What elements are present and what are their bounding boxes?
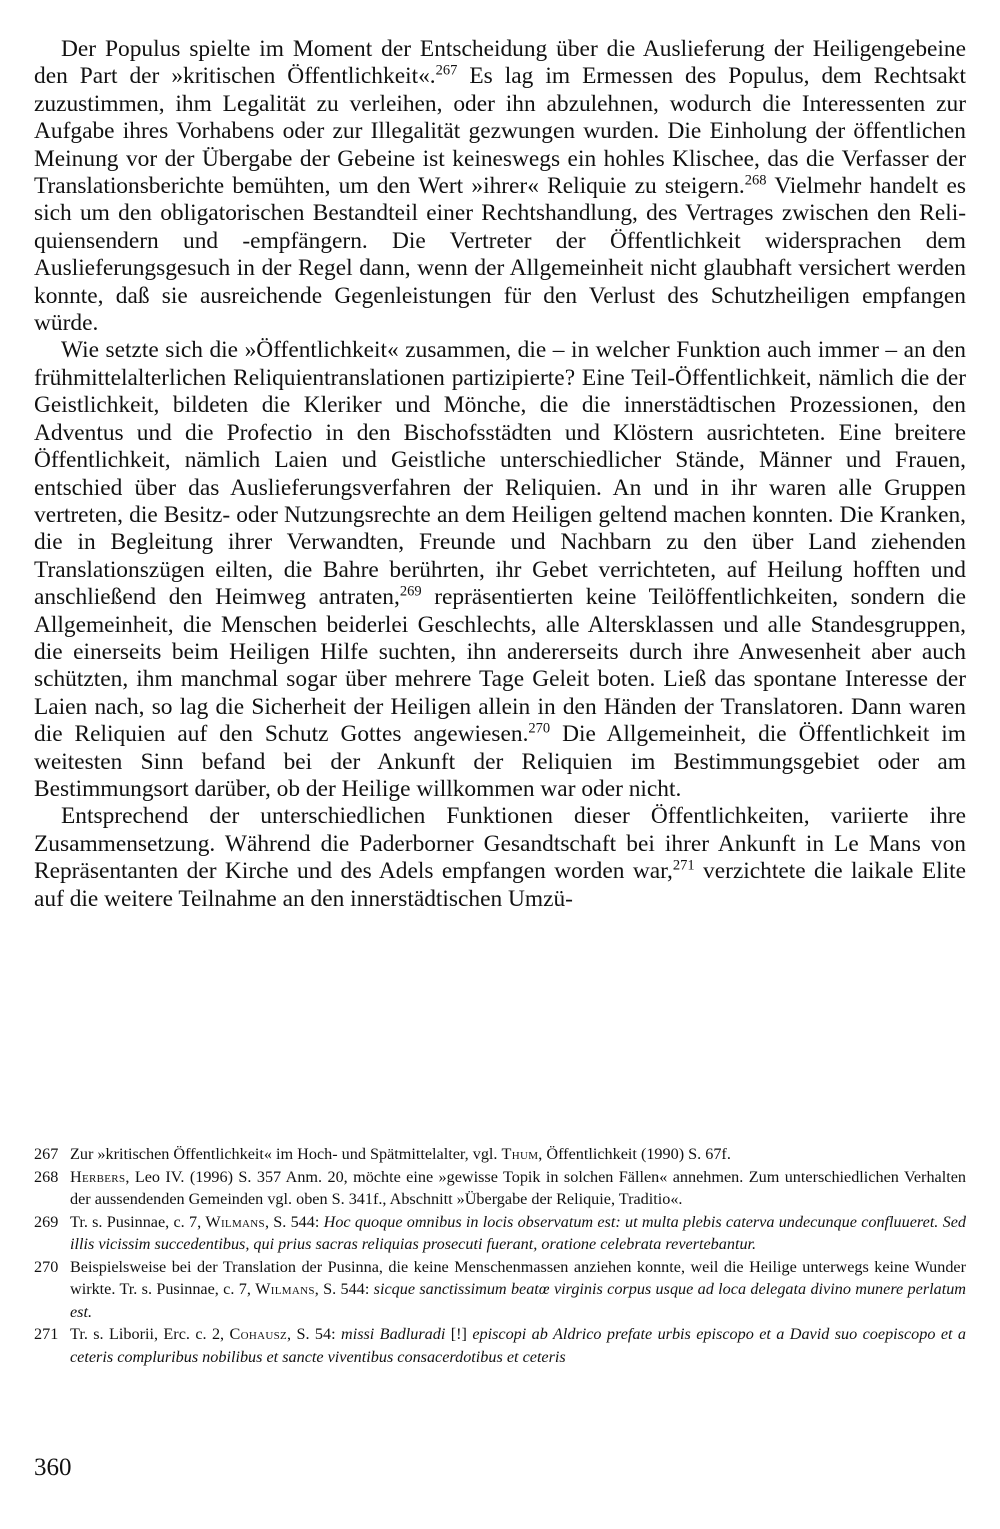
author-name: Herbers	[70, 1167, 126, 1186]
paragraph	[34, 803, 966, 913]
page-number: 360	[34, 1454, 72, 1481]
text-run: Die Allgemeinheit, die Öffentlichkeit im weitesten Sinn befand bei der Ankunft der Reliquien im Bestimmungsgebiet oder am Bestimmungsort darüber, ob der Heilige willkommen war oder nicht.	[34, 721, 966, 802]
text-run: [!]	[445, 1325, 473, 1343]
author-name: Cohausz	[229, 1325, 288, 1343]
author-name: Thum	[501, 1145, 539, 1163]
text-run: Beispielsweise bei der Translation der Pusinna, die keine Menschenmassen anziehen konnte, weil die Heilige unterwegs keine Wunder wirkte. Tr. s. Pusinnae, c. 7,	[70, 1257, 966, 1298]
author-name: Wilmans	[205, 1212, 265, 1231]
footnote-number: 269	[34, 1212, 59, 1231]
latin-quote: Hoc quoque omnibus in locis observatum est: ut multa plebis caterva undecunque confluueret. Sed illis vicissim succedentibus, qui prius sacras reliquias prosecuti fuerant, oratione celebrata revertebantur.	[70, 1212, 966, 1253]
paragraph	[34, 36, 966, 337]
latin-quote: sicque sanctissimum beatœ virginis corpus usque ad loca delegata divino munere perlatum est.	[70, 1280, 966, 1321]
footnote-reference: 268	[744, 172, 767, 189]
text-run: , Öffentlichkeit (1990) S. 67f.	[538, 1145, 731, 1163]
footnote-number: 270	[34, 1257, 59, 1276]
text-run: Entsprechend der unterschiedlichen Funktionen dieser Öffentlichkeiten, variierte ihre Zusammensetzung. Während die Paderborner Gesandtschaft bei ihrer Ankunft in Le Mans von Repräsentanten der Kirche und des Adels empfangen worden war,	[34, 803, 966, 885]
text-run: , S. 54:	[287, 1325, 341, 1343]
footnote-text	[70, 1258, 966, 1321]
footnote-number: 268	[34, 1167, 59, 1186]
text-run: , S. 544:	[264, 1212, 324, 1231]
text-run: Tr. s. Pusinnae, c. 7,	[70, 1212, 206, 1231]
text-run: verzichtete die laikale Elite auf die weitere Teilnahme an den innerstädtischen Umzü-	[34, 858, 966, 912]
footnote	[34, 1323, 966, 1368]
text-run: Wie setzte sich die »Öffentlichkeit« zusammen, die – in welcher Funktion auch immer – an den frühmittelalterlichen Reliquientranslationen partizipierte? Eine Teil-Öffentlichkeit, nämlich die der Geistlichkeit, bildeten die Kleriker und Mönche, die die innerstädtischen Prozessionen, den Adventus und die Profectio in den Bischofsstädten und Klöstern ausrichteten. Eine breitere Öffentlichkeit, nämlich Laien und Geistliche unterschiedlicher Stände, Männer und Frauen, entschied über das Auslieferungsverfahren der Reliquien. An und in ihr waren alle Gruppen vertreten, die Besitz- oder Nutzungsrechte an dem Heiligen geltend machen konnten. Die Kranken, die in Begleitung ihrer Verwandten, Freunde und Nachbarn zu den über Land ziehenden Translationszügen eilten, die Bahre berührten, ihr Gebet verrichteten, auf Heilung hofften und anschließend den Heimweg antraten,	[34, 337, 966, 611]
text-run: , S. 544:	[314, 1280, 374, 1298]
footnote-reference: 270	[528, 720, 551, 737]
latin-quote: missi Badluradi	[341, 1325, 446, 1343]
footnote-reference: 271	[672, 857, 695, 874]
footnote-text	[70, 1168, 966, 1209]
footnote-reference: 269	[399, 583, 422, 600]
latin-quote: episcopi ab Aldrico prefate urbis episcopo et a David suo coepiscopo et a ceteris compluribus nobilibus et sancte viventibus consacerdotibus et ceteris	[70, 1325, 967, 1366]
text-run: Tr. s. Liborii, Erc. c. 2,	[70, 1325, 230, 1343]
footnotes-section	[34, 1143, 966, 1368]
footnote	[34, 1166, 966, 1211]
text-run: Der Populus spielte im Moment der Entscheidung über die Auslieferung der Heiligengebeine den Part der »kritischen Öffentlichkeit«.	[34, 36, 966, 90]
footnote	[34, 1256, 966, 1324]
footnote	[34, 1143, 966, 1166]
author-name: Wilmans	[255, 1280, 315, 1298]
footnote	[34, 1211, 966, 1256]
text-run: Zur »kritischen Öffentlichkeit« im Hoch- und Spätmittelalter, vgl.	[70, 1145, 502, 1163]
footnote-text	[70, 1325, 966, 1366]
footnote-number: 267	[34, 1145, 59, 1163]
text-run: repräsentierten keine Teilöffentlichkeiten, sondern die Allgemeinheit, die Menschen beiderlei Geschlechts, alle Altersklassen und alle Standesgruppen, die einerseits beim Heiligen Hilfe suchten, ihn andererseits durch ihre Anwesenheit aber auch schützten, ihm manchmal sogar über mehrere Tage Geleit boten. Ließ das spontane Interesse der Laien nach, so lag die Sicherheit der Heiligen allein in den Händen der Translatoren. Dann waren die Reliquien auf den Schutz Gottes angewiesen.	[34, 584, 966, 748]
footnote-number: 271	[34, 1325, 59, 1343]
footnote-text	[70, 1213, 966, 1254]
footnote-text	[70, 1145, 731, 1163]
main-text	[34, 36, 966, 913]
footnote-reference: 267	[435, 62, 458, 79]
text-run: , Leo IV. (1996) S. 357 Anm. 20, möchte eine »gewisse Topik in solchen Fällen« annehmen. Zum unterschiedlichen Verhalten der aussendenden Gemeinden vgl. oben S. 341f., Abschnitt »Übergabe der Reliquie, Traditio«.	[70, 1167, 966, 1208]
text-run: Vielmehr handelt es sich um den obligatorischen Bestandteil einer Rechtshandlung, des Vertrages zwischen den Reliquiensendern und -empfängern. Die Vertreter der Öffentlichkeit widersprachen dem Auslieferungsgesuch in der Regel dann, wenn der Allgemeinheit nicht glaubhaft versichert werden konnte, daß sie ausreichende Gegenleistungen für den Verlust des Schutzheiligen empfangen würde.	[34, 173, 966, 337]
paragraph	[34, 337, 966, 803]
text-run: Es lag im Ermessen des Populus, dem Rechtsakt zuzustimmen, ihm Legalität zu verleihen, oder ihn abzulehnen, wodurch die Interessenten zur Aufgabe ihres Vorhabens oder zur Illegalität gezwungen wurden. Die Einholung der öffentlichen Meinung vor der Übergabe der Gebeine ist keineswegs ein hohles Klischee, das die Verfasser der Translationsberichte bemühten, um den Wert »ihrer« Reliquie zu steigern.	[34, 63, 966, 200]
